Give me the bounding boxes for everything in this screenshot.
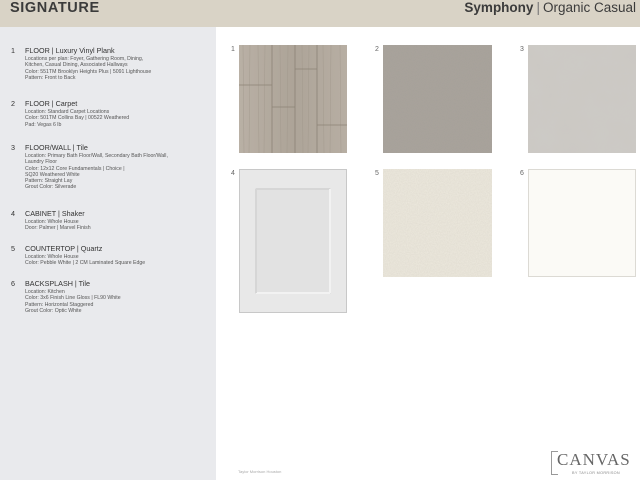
spec-details <box>25 109 211 128</box>
carpet-swatch <box>383 45 492 153</box>
spec-title: BACKSPLASH | Tile <box>25 279 90 288</box>
spec-details <box>25 56 211 81</box>
spec-title: CABINET | Shaker <box>25 209 85 218</box>
spec-line: Pad: Vegas 6 lb <box>25 121 62 128</box>
spec-line: Location: Standard Carpet Locations <box>25 109 110 115</box>
spec-title: FLOOR/WALL | Tile <box>25 143 88 152</box>
canvas-logo <box>551 450 637 476</box>
spec-line: Location: Kitchen <box>25 289 65 295</box>
spec-line: Door: Palmer | Marvel Finish <box>25 225 91 232</box>
swatch-number: 2 <box>375 46 379 53</box>
spec-number: 2 <box>11 99 15 108</box>
vinyl-plank-swatch <box>239 45 347 153</box>
spec-details <box>25 254 211 267</box>
spec-line: Location: Whole House <box>25 254 79 260</box>
spec-line: Color: 3x6 Finish Line Gloss | FL90 White <box>25 295 121 302</box>
swatch-number: 6 <box>520 170 524 177</box>
spec-details <box>25 219 211 232</box>
spec-line: Location: Primary Bath Floor/Wall, Secondary Bath Floor/Wall, <box>25 153 168 159</box>
spec-line: Kitchen, Casual Dining, Associated Hallways <box>25 62 128 69</box>
quartz-swatch <box>383 169 492 277</box>
collection-style: Organic Casual <box>542 0 636 15</box>
spec-line: Color: 12x12 Core Fundamentals | Choice | <box>25 165 125 172</box>
cabinet-door-swatch <box>239 169 347 313</box>
header-band <box>0 0 640 27</box>
spec-sidebar <box>0 27 216 480</box>
spec-line: Pattern: Horizontal Staggered <box>25 301 94 308</box>
spec-line: SQ20 Weathered White <box>25 171 80 178</box>
spec-line: Pattern: Straight Lay <box>25 178 73 185</box>
swatch-number: 1 <box>231 46 235 53</box>
spec-number: 4 <box>11 209 15 218</box>
spec-line: Color: 501TM Collins Bay | 00522 Weathered <box>25 115 130 122</box>
collection-title <box>464 0 636 15</box>
spec-line: Color: 551TM Brooklyn Heights Plus | 5091 Lighthouse <box>25 68 152 75</box>
spec-number: 5 <box>11 244 15 253</box>
brand-title: SIGNATURE <box>10 0 100 16</box>
swatch-number: 3 <box>520 46 524 53</box>
spec-title: COUNTERTOP | Quartz <box>25 244 103 253</box>
collection-name: Symphony <box>464 0 534 15</box>
spec-line: Location: Whole House <box>25 219 79 225</box>
spec-details <box>25 153 211 191</box>
spec-details <box>25 289 211 314</box>
spec-line: Color: Pebble White | 2 CM Laminated Square Edge <box>25 260 146 267</box>
spec-line: Grout Color: Silverade <box>25 184 77 191</box>
footnote: Taylor Morrison Houston <box>238 469 282 474</box>
backsplash-tile-swatch <box>528 169 636 277</box>
spec-line: Pattern: Front to Back <box>25 74 76 81</box>
spec-line: Grout Color: Optic White <box>25 307 82 314</box>
tile-swatch <box>528 45 636 153</box>
logo-wordmark: CANVAS <box>557 450 631 469</box>
spec-line: Locations per plan: Foyer, Gathering Room, Dining, <box>25 56 144 62</box>
spec-number: 3 <box>11 143 15 152</box>
swatch-number: 5 <box>375 170 379 177</box>
spec-number: 1 <box>11 46 15 55</box>
spec-line: Laundry Floor <box>25 159 58 166</box>
logo-subtitle: BY TAYLOR MORRISON <box>572 471 620 475</box>
swatch-number: 4 <box>231 170 235 177</box>
spec-number: 6 <box>11 279 15 288</box>
spec-title: FLOOR | Luxury Vinyl Plank <box>25 46 115 55</box>
title-separator: | <box>536 0 540 15</box>
spec-title: FLOOR | Carpet <box>25 99 78 108</box>
